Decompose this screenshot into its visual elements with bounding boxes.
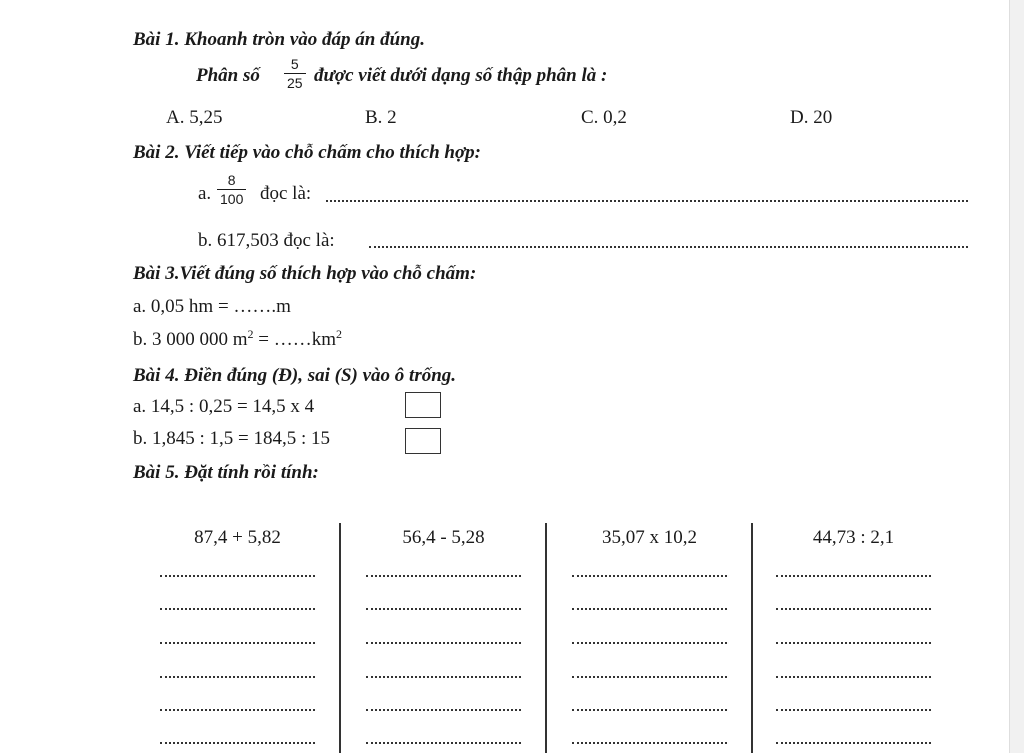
ex1-option-d: D. 20 <box>790 107 833 128</box>
ex5-work-line <box>776 575 931 577</box>
ex2-a-text: đọc là: <box>260 183 312 204</box>
ex5-work-line <box>572 608 727 610</box>
ex5-work-line <box>776 676 931 678</box>
ex3-b-sup-m: 2 <box>247 327 254 341</box>
ex3-b-mid: = ……km <box>253 329 337 350</box>
ex4-b-answer-box[interactable] <box>405 428 441 454</box>
ex5-work-line <box>366 742 521 744</box>
ex1-question-prefix: Phân số <box>196 65 260 86</box>
ex5-work-line <box>160 642 315 644</box>
ex5-calc-1: 87,4 + 5,82 <box>194 527 281 548</box>
ex5-work-line <box>572 642 727 644</box>
ex5-work-line <box>160 742 315 744</box>
ex5-calc-4: 44,73 : 2,1 <box>812 527 895 548</box>
ex5-work-line <box>572 575 727 577</box>
ex5-divider-2 <box>545 523 547 753</box>
ex5-work-line <box>366 575 521 577</box>
ex4-title: Bài 4. Điền đúng (Đ), sai (S) vào ô trống. <box>133 365 457 386</box>
ex1-question-suffix: được viết dưới dạng số thập phân là : <box>314 65 608 86</box>
ex1-option-b: B. 2 <box>365 107 397 128</box>
ex5-title: Bài 5. Đặt tính rồi tính: <box>133 462 319 483</box>
ex5-divider-1 <box>339 523 341 753</box>
ex5-work-line <box>776 709 931 711</box>
ex5-calc-3: 35,07 x 10,2 <box>602 527 697 548</box>
ex5-work-line <box>572 676 727 678</box>
ex2-a-answer-line <box>326 200 968 202</box>
ex3-b-prefix: b. 3 000 000 m <box>133 329 248 350</box>
ex5-work-line <box>366 709 521 711</box>
ex1-title: Bài 1. Khoanh tròn vào đáp án đúng. <box>133 29 425 50</box>
ex4-a-answer-box[interactable] <box>405 392 441 418</box>
ex5-work-line <box>366 642 521 644</box>
ex5-work-line <box>776 608 931 610</box>
ex5-work-line <box>776 642 931 644</box>
window-edge <box>1009 0 1024 753</box>
ex3-b-sup-km: 2 <box>336 327 343 341</box>
ex1-fraction <box>284 57 306 90</box>
ex4-b-text: b. 1,845 : 1,5 = 184,5 : 15 <box>133 428 331 449</box>
ex5-work-line <box>572 709 727 711</box>
ex2-a-label: a. <box>198 183 212 204</box>
ex5-work-line <box>366 676 521 678</box>
ex2-b-text: b. 617,503 đọc là: <box>198 230 335 251</box>
ex1-option-a: A. 5,25 <box>166 107 223 128</box>
ex5-work-line <box>160 709 315 711</box>
ex3-b-line <box>133 327 343 350</box>
ex3-a-text: a. 0,05 hm = …….m <box>133 296 291 317</box>
ex2-a-fraction-numerator: 8 <box>227 172 236 188</box>
ex3-title: Bài 3.Viết đúng số thích hợp vào chỗ chấm: <box>133 263 477 284</box>
ex5-divider-3 <box>751 523 753 753</box>
ex1-fraction-numerator: 5 <box>290 56 299 72</box>
ex5-calc-2: 56,4 - 5,28 <box>402 527 485 548</box>
ex5-work-line <box>160 608 315 610</box>
ex5-work-line <box>366 608 521 610</box>
ex2-title: Bài 2. Viết tiếp vào chỗ chấm cho thích hợp: <box>133 142 481 163</box>
ex5-work-line <box>160 575 315 577</box>
ex2-a-fraction-denominator: 100 <box>217 189 246 206</box>
ex4-a-text: a. 14,5 : 0,25 = 14,5 x 4 <box>133 396 315 417</box>
ex1-fraction-denominator: 25 <box>284 73 306 90</box>
ex2-a-fraction <box>217 173 246 206</box>
ex2-b-answer-line <box>369 246 968 248</box>
ex5-work-line <box>572 742 727 744</box>
ex1-option-c: C. 0,2 <box>581 107 627 128</box>
ex5-work-line <box>160 676 315 678</box>
ex5-work-line <box>776 742 931 744</box>
